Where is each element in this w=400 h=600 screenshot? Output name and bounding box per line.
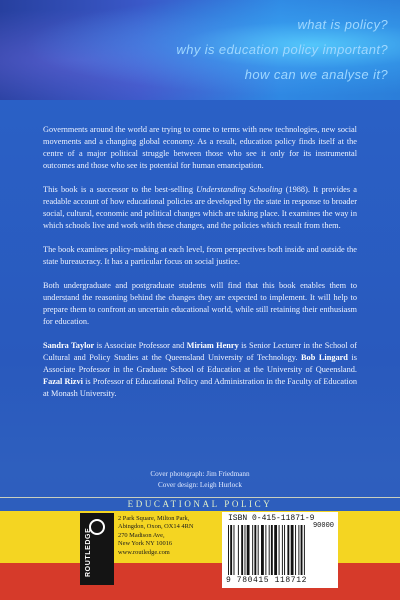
logo-text: ROUTLEDGE — [85, 527, 92, 577]
design-credit: Cover design: Leigh Hurlock — [157, 480, 243, 489]
header-band — [0, 0, 400, 100]
author-bios — [43, 340, 357, 400]
red-band — [0, 563, 400, 600]
blurb — [43, 124, 357, 412]
cover-credits — [0, 469, 400, 490]
ean-number: 9 780415 118712 — [226, 576, 308, 585]
blurb-text: (1988). It provides a readable account of how educational policies are developed by the state in response to broader social, cultural, economic and political changes which are taking place. It examines the way in which schools live and work with these changes, and the policies which result from them. — [43, 185, 357, 230]
isbn-label: ISBN 0-415-11871-9 — [228, 514, 315, 523]
address-line: Abingdon, Oxon, OX14 4RN — [118, 523, 194, 531]
series-title: EDUCATIONAL POLICY — [0, 497, 400, 512]
blurb-paragraph-2 — [43, 184, 357, 232]
publisher-logo — [80, 513, 114, 585]
address-line: 270 Madison Ave, — [118, 531, 165, 539]
author-name: Miriam Henry — [186, 341, 239, 350]
author-text: is Associate Professor and — [94, 341, 187, 350]
question-2: why is education policy important? — [176, 42, 388, 57]
author-name: Fazal Rizvi — [43, 377, 83, 386]
author-text: is Professor of Educational Policy and Administration in the Faculty of Education at Monash University. — [43, 377, 357, 398]
author-name: Sandra Taylor — [43, 341, 95, 350]
address-line: www.routledge.com — [118, 548, 170, 556]
blurb-paragraph-3: The book examines policy-making at each level, from perspectives both inside and outside the state bureaucracy. It has a particular focus on social justice. — [43, 245, 357, 266]
photo-credit: Cover photograph: Jim Friedmann — [150, 470, 250, 478]
address-line: New York NY 10016 — [118, 540, 173, 548]
author-text: is Associate Professor in the Graduate School of Education at the University of Queensland. — [43, 353, 358, 374]
address-line: 2 Park Square, Milton Park, — [118, 515, 190, 522]
question-3: how can we analyse it? — [244, 67, 388, 82]
author-name: Bob Lingard — [301, 353, 348, 362]
author-text: is Senior Lecturer in the School of Cultural and Policy Studies at the Queensland University of Technology. — [43, 341, 358, 362]
publisher-address — [118, 515, 214, 557]
blurb-paragraph-4: Both undergraduate and postgraduate students will find that this book enables them to understand the reasoning behind the changes they are expected to implement. It will help to prepare them to confront an uncertain educational world, while still retaining their enthusiasm for education. — [43, 281, 357, 326]
question-1: what is policy? — [297, 17, 388, 32]
book-title-reference: Understanding Schooling — [196, 185, 283, 194]
barcode-bars-icon — [228, 525, 332, 575]
blurb-text: This book is a successor to the best-selling — [43, 185, 197, 194]
blurb-paragraph-1: Governments around the world are trying to come to terms with new technologies, new social movements and a changing global economy. As a result, education policy finds itself at the centre of a major political struggle between those who see it only for its instrumental outcomes and those who see its potential for human emancipation. — [43, 125, 357, 170]
price-code: 90000 — [312, 522, 334, 530]
barcode — [222, 512, 338, 588]
